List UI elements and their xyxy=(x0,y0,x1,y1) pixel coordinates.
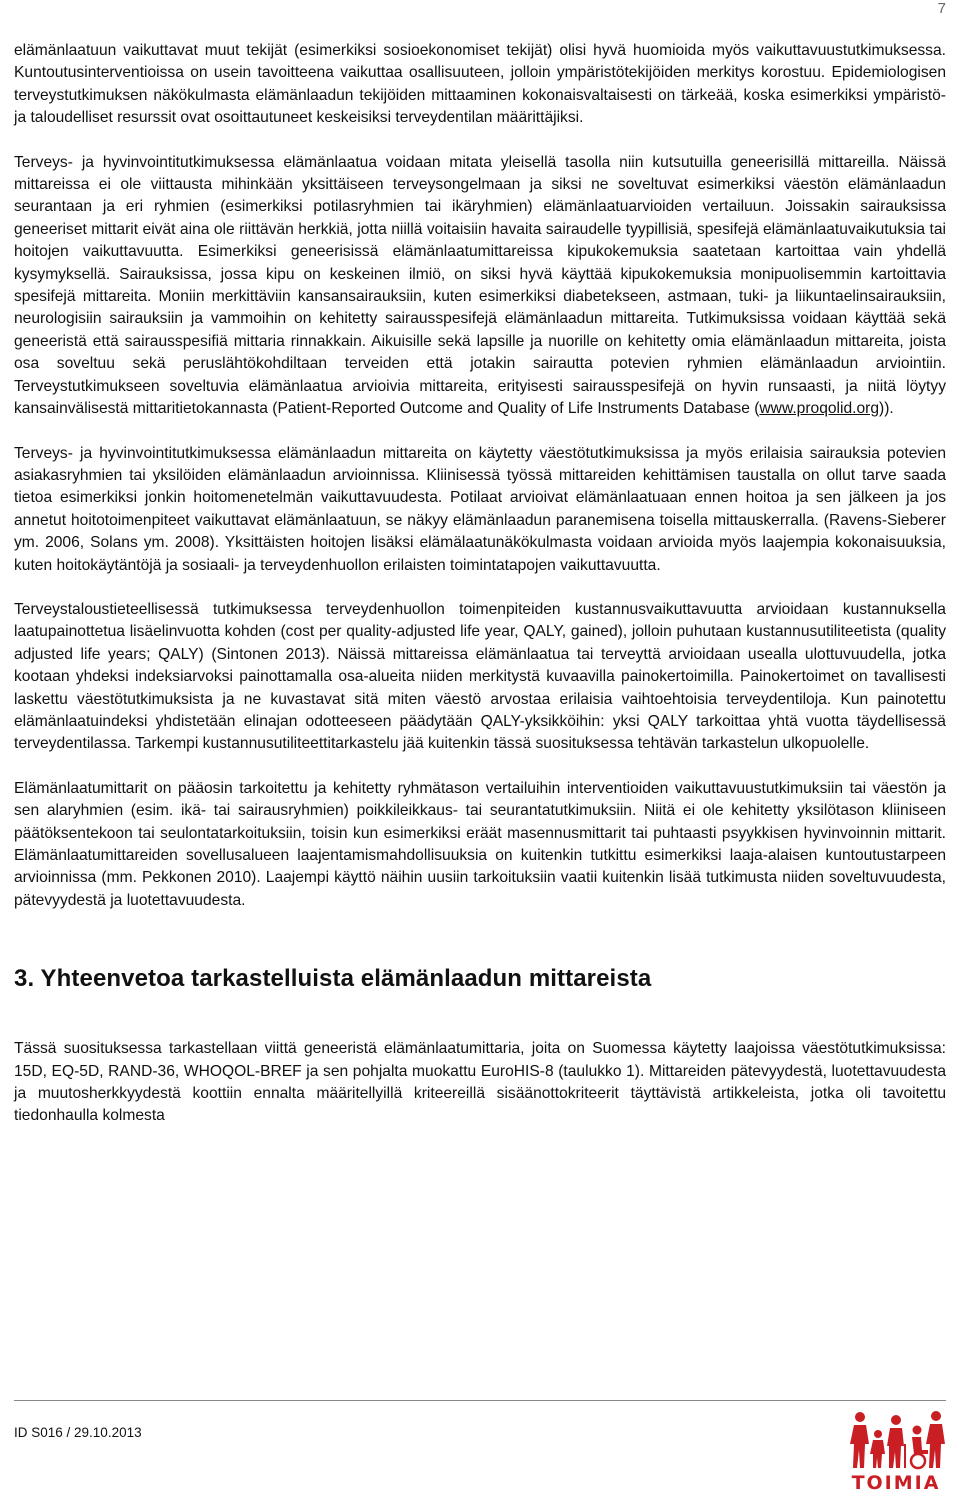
people-figures-icon xyxy=(846,1408,946,1470)
paragraph-2 xyxy=(14,152,946,421)
paragraph-3: Terveys- ja hyvinvointitutkimuksessa elämänlaadun mittareita on käytetty väestötutkimuksissa ja myös erilaisia sairauksia potevien asiakasryhmien tai yksilöiden elämänlaadun arvioinnissa. Kliinisessä työssä mittareiden kehittämisen taustalla on ollut tarve saada tietoa esimerkiksi jonkin hoitomenetelmän vaikuttavuudesta. Potilaat arvioivat elämänlaatuaan ennen hoitoa ja sen jälkeen ja jos annetut hoitotoimenpiteet vaikuttavat elämänlaatuun, se näkyy elämänlaadun paranemisena toisella mittauskerralla. (Ravens-Sieberer ym. 2006, Solans ym. 2008). Yksittäisten hoitojen lisäksi elämälaatunäkökulmasta voidaan arvioida myös laajempia kokonaisuuksia, kuten hoitokäytäntöjä ja sosiaali- ja terveydenhuollon erilaisten toimintatapojen vaikuttavuutta. xyxy=(14,444,946,574)
page-number: 7 xyxy=(937,0,946,17)
paragraph-1: elämänlaatuun vaikuttavat muut tekijät (esimerkiksi sosioekonomiset tekijät) olisi hyvä huomioida myös vaikuttavuustutkimuksessa. Kuntoutusinterventioissa on usein tavoitteena vaikuttaa osallisuuteen, jolloin ympäristötekijöiden merkitys korostuu. Epidemiologisen terveystutkimuksen näkökulmasta elämänlaadun tekijöiden mittaaminen kokonaisvaltaisesti on tärkeää, koska esimerkiksi ympäristö- ja taloudelliset resurssit ovat osoittautuneet keskeisiksi terveydentilan määrittäjiksi. xyxy=(14,42,946,127)
paragraph-6: Tässä suosituksessa tarkastellaan viittä geneeristä elämänlaatumittaria, joita on Suomessa käytetty laajoissa väestötutkimuksissa: 15D, EQ-5D, RAND-36, WHOQOL-BREF ja sen pohjalta muokattu EuroHIS-8 (taulukko 1). Mittareiden pätevyydestä, luotettavuudesta ja muutosherkkyydestä koottiin ennalta määritellyillä kriteereillä sisäänottokriteerit täyttävistä artikkeleista, jotka oli tavoitettu tiedonhaulla kolmesta xyxy=(14,1040,946,1125)
logo-text: TOIMIA xyxy=(851,1472,941,1494)
paragraph-5: Elämänlaatumittarit on pääosin tarkoitettu ja kehitetty ryhmätason vertailuihin interventioiden vaikuttavuustutkimuksiin tai väestön ja sen alaryhmien (esim. ikä- tai sairausryhmien) poikkileikkaus- tai seurantatutkimuksiin. Niitä ei ole kehitetty yksilötason kliiniseen päätöksentekoon tai seulontatarkoituksiin, toisin kun esimerkiksi eräät masennusmittarit tai puhtaasti psyykkisen hyvinvoinnin mittarit. Elämänlaatumittareiden sovellusalueen laajentamismahdollisuuksia on kuitenkin tutkittu esimerkiksi laaja-alaisen kuntoutustarpeen arvioinnissa (mm. Pekkonen 2010). Laajempi käyttö näihin uusiin tarkoituksiin vaatii kuitenkin lisää tutkimusta niiden soveltuvuudesta, pätevyydestä ja luotettavuudesta. xyxy=(14,779,946,909)
paragraph-2-text: Terveys- ja hyvinvointitutkimuksessa elämänlaatua voidaan mitata yleisellä tasolla niin kutsutuilla geneerisillä mittareilla. Näissä mittareissa ei ole viittausta mihinkään yksittäiseen terveysongelmaan ja siksi ne soveltuvat esimerkiksi väestön elämänlaadun seurantaan ja eri ryhmien (esimerkiksi potilasryhmien tai ikäryhmien) elämänlaatuarvioiden vertailuun. Joissakin sairauksissa geneeriset mittarit eivät aina ole riittävän herkkiä, jotta niillä voitaisiin havaita sairaudelle tyypillisiä, spesifejä elämänlaatuvaikutuksia tai hoitojen vaikuttavuutta. Esimerkiksi geneerisissä elämänlaatumittareissa kipukokemuksia saatetaan kartoittaa vain yhdellä kysymyksellä. Sairauksissa, jossa kipu on keskeinen ilmiö, on siksi hyvä käyttää kipukokemuksia monipuolisemmin kartoittavia spesifejä mittareita. Moniin merkittäviin kansansairauksiin, kuten esimerkiksi diabetekseen, astmaan, tuki- ja liikuntaelinsairauksiin, neurologisiin sairauksiin ja vammoihin on kehitetty sairausspesifejä elämänlaadun mittareita. Tutkimuksissa voidaan käyttää sekä geneeristä että sairausspesifiä mittaria rinnakkain. Aikuisille sekä lapsille ja nuorille on kehitetty omia elämänlaadun mittareita, joista osa soveltuu sekä peruslähtökohdiltaan terveiden että jotakin sairautta potevien ryhmien elämänlaadun arviointiin. Terveystutkimukseen soveltuvia elämänlaatua arvioivia mittareita, erityisesti sairausspesifejä on hyvin runsaasti, ja niitä löytyy kansainvälisestä mittaritietokannasta (Patient-Reported Outcome and Quality of Life Instruments Database ( xyxy=(14,153,946,418)
proqolid-link[interactable]: www.proqolid.org xyxy=(759,400,880,418)
toimia-logo xyxy=(846,1408,946,1498)
footer-divider xyxy=(14,1400,946,1401)
document-body xyxy=(14,40,946,1128)
paragraph-4: Terveystaloustieteellisessä tutkimuksessa terveydenhuollon toimenpiteiden kustannusvaikuttavuutta arvioidaan kustannuksella laatupainottetua lisäelinvuotta kohden (cost per quality-adjusted life year, QALY, gained), jolloin puhutaan kustannusutiliteetista (quality adjusted life years; QALY) (Sintonen 2013). Näissä mittareissa elämänlaatua tai terveyttä arvioidaan usealla ulottuvuudella, jotka kootaan yhdeksi indeksiarvoksi painottamalla osa-alueita niiden merkitystä kuvaavilla painokertoimilla. Painokertoimet on tavallisesti laskettu väestötutkimuksista ja ne kuvastavat sitä miten väestö arvostaa erilaisia vaihtoehtoisia terveydentiloja. Kun painotettu elämänlaatuindeksi yhdistetään elinajan odotteeseen päädytään QALY-yksikköihin: yksi QALY tarkoittaa yhtä vuotta täydellisessä terveydentilassa. Tarkempi kustannusutiliteettitarkastelu jää kuitenkin tässä suosituksessa tehtävän tarkastelun ulkopuolelle. xyxy=(14,600,946,753)
section-heading: 3. Yhteenvetoa tarkastelluista elämänlaadun mittareista xyxy=(14,965,652,993)
paragraph-2-tail: )). xyxy=(879,400,894,418)
document-id: ID S016 / 29.10.2013 xyxy=(14,1425,142,1440)
